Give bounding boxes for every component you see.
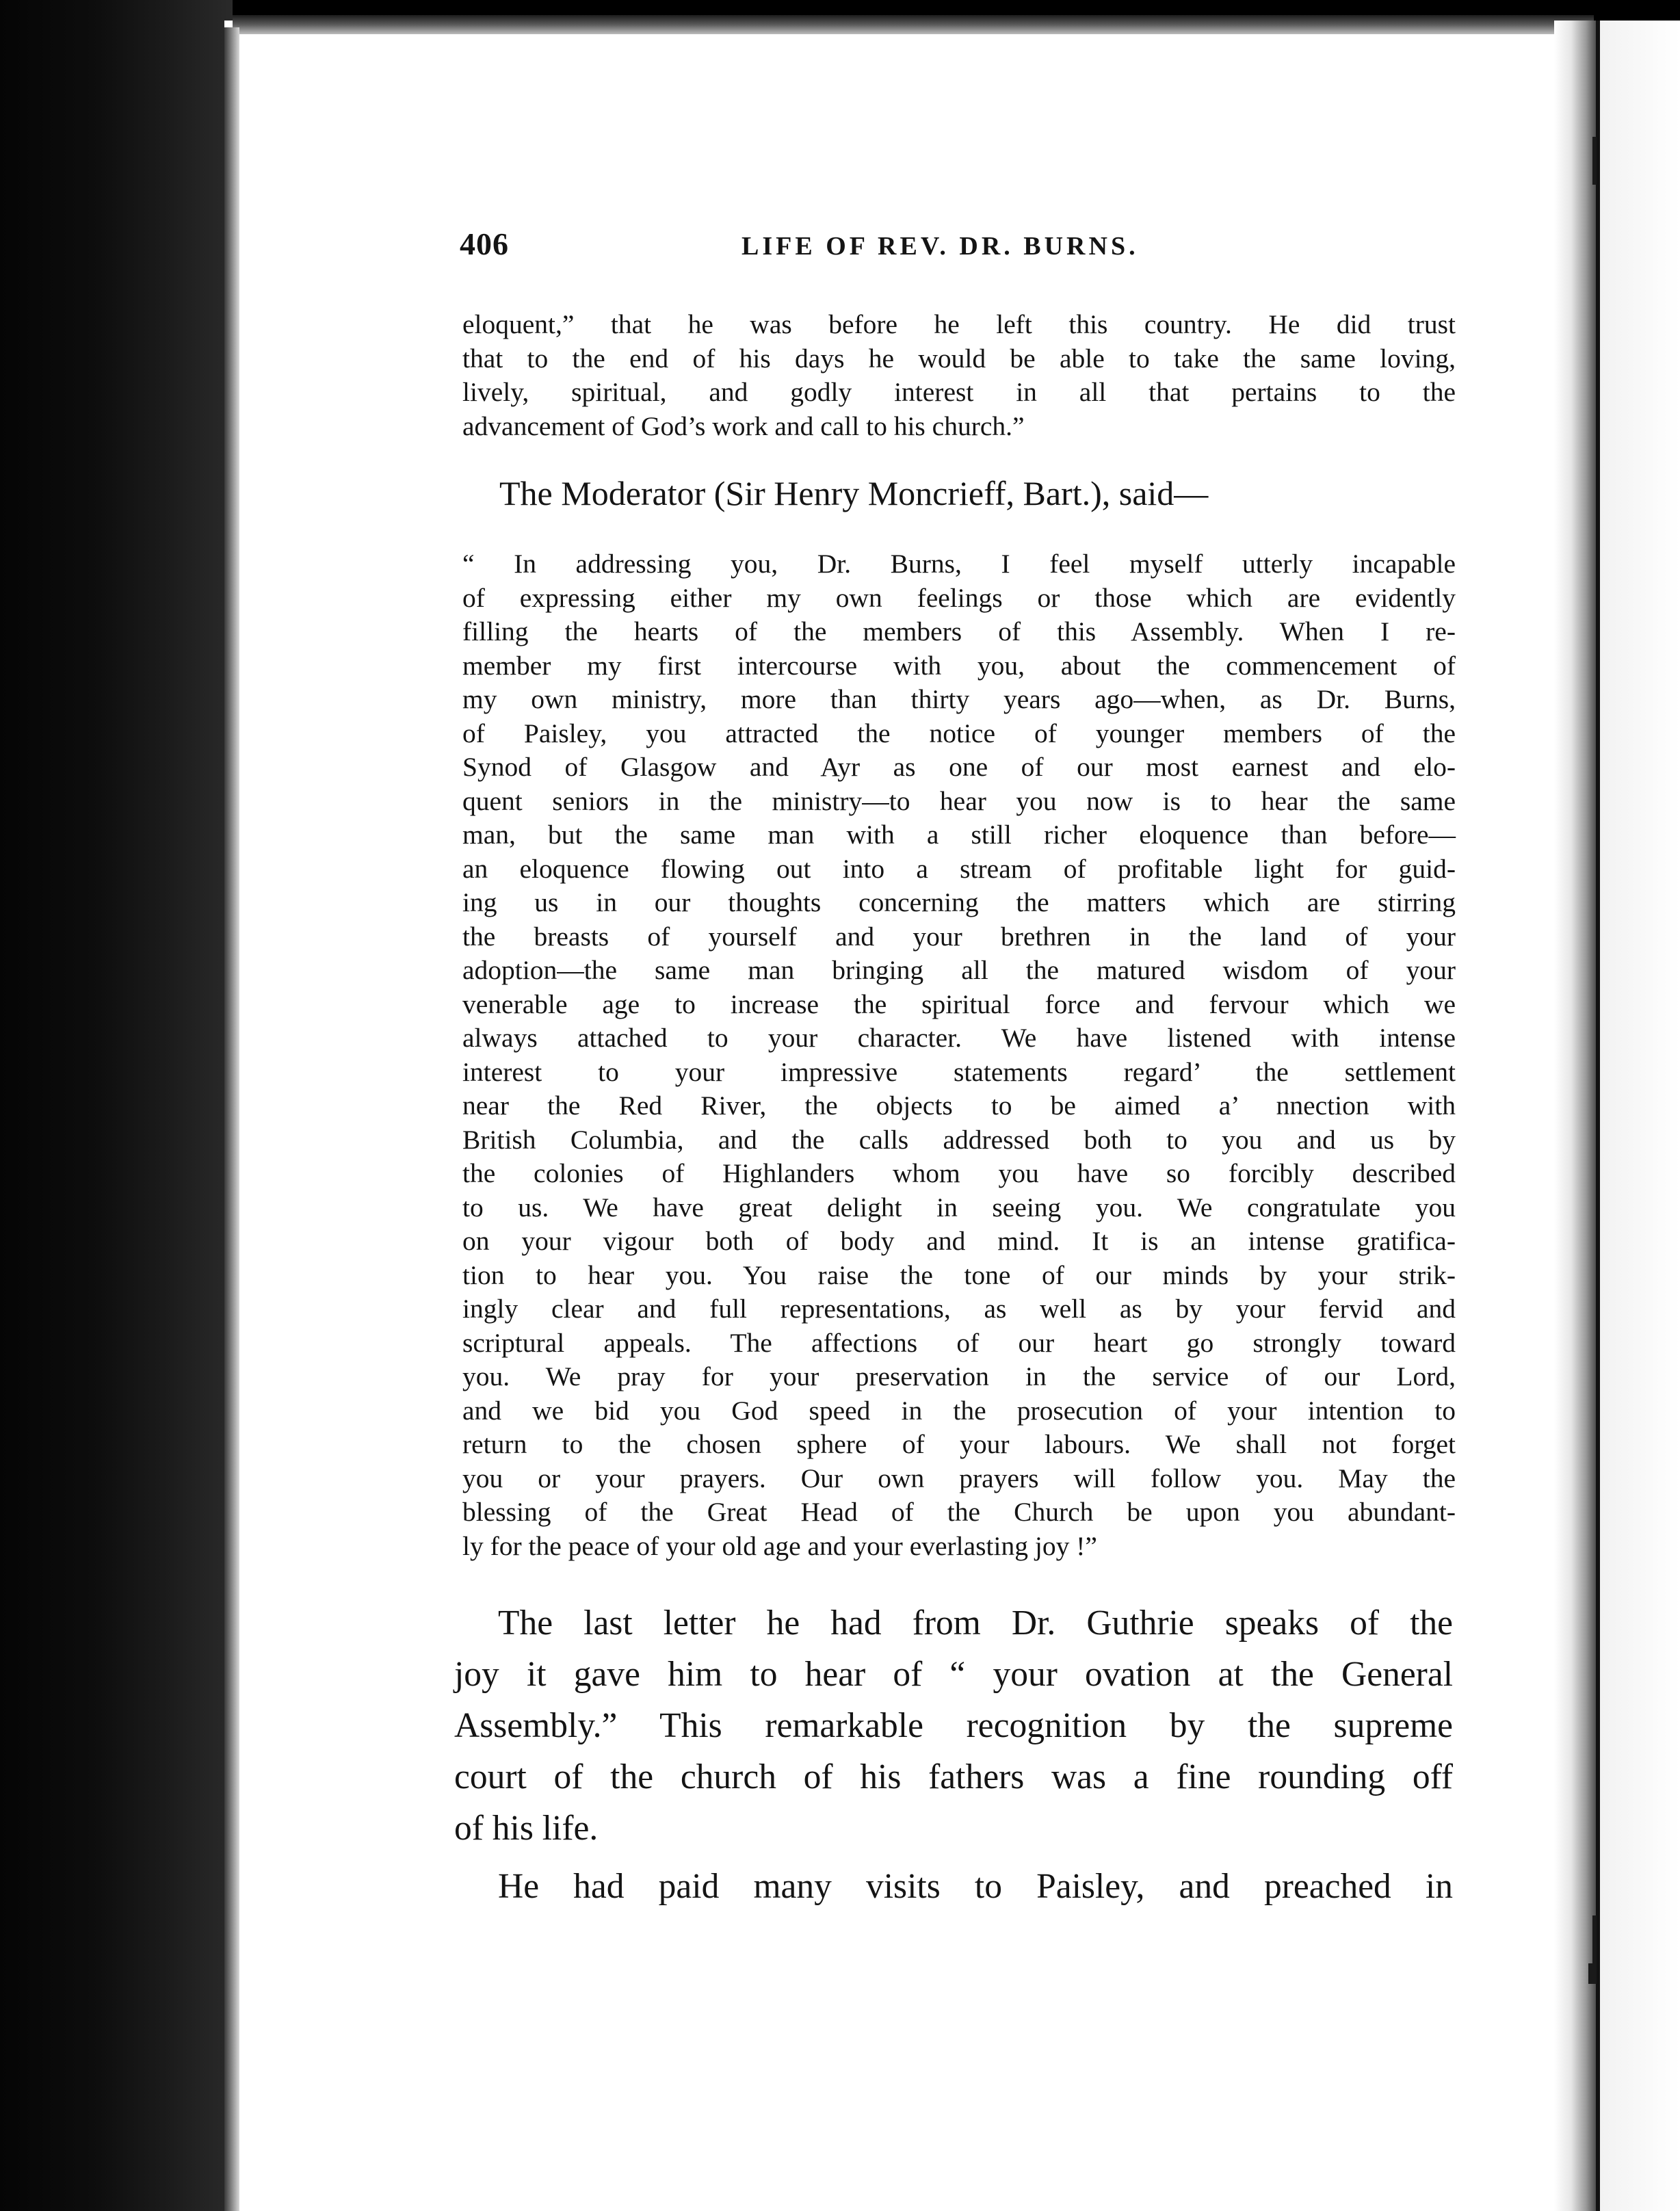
text-line: of expressing either my own feelings or those which are evidently: [462, 582, 1456, 613]
book-gutter: [1554, 21, 1597, 2211]
text-line: filling the hearts of the members of this Assembly. When I re-: [462, 616, 1456, 646]
scan-dark-margin: [0, 0, 233, 2211]
section-heading: The Moderator (Sir Henry Moncrieff, Bart.), said—: [499, 474, 1209, 512]
text-line: of his life.: [454, 1809, 599, 1848]
text-line: ing us in our thoughts concerning the matters which are stirring: [462, 887, 1456, 917]
text-line: venerable age to increase the spiritual force and fervour which we: [462, 989, 1456, 1019]
text-line: to us. We have great delight in seeing you. We congratulate you: [462, 1192, 1456, 1222]
text-line: joy it gave him to hear of “ your ovation at the General: [454, 1655, 1453, 1694]
moderator-speech: [462, 547, 1456, 1563]
text-line: interest to your impressive statements regard’ the settlement: [462, 1056, 1456, 1087]
text-line: The last letter he had from Dr. Guthrie speaks of the: [498, 1604, 1453, 1643]
gutter-mark: [1592, 137, 1597, 185]
narrative-paragraph: [454, 1597, 1453, 1854]
text-line: the colonies of Highlanders whom you have so forcibly described: [462, 1158, 1456, 1188]
text-line: that to the end of his days he would be able to take the same loving,: [462, 343, 1456, 374]
narrative-paragraph: [454, 1861, 1453, 1912]
text-line: return to the chosen sphere of your labours. We shall not forget: [462, 1429, 1456, 1459]
text-line: man, but the same man with a still richer eloquence than before—: [462, 820, 1456, 850]
text-line: always attached to your character. We have listened with intense: [462, 1023, 1456, 1053]
text-line: “ In addressing you, Dr. Burns, I feel myself utterly incapable: [462, 549, 1456, 579]
text-line: Synod of Glasgow and Ayr as one of our most earnest and elo-: [462, 752, 1456, 782]
running-header: [460, 226, 1458, 267]
text-line: He had paid many visits to Paisley, and preached in: [498, 1867, 1453, 1906]
text-line: you. We pray for your preservation in the service of our Lord,: [462, 1361, 1456, 1391]
text-line: court of the church of his fathers was a fine rounding off: [454, 1757, 1453, 1796]
text-line: blessing of the Great Head of the Church be upon you abundant-: [462, 1497, 1456, 1527]
text-line: member my first intercourse with you, about the commencement of: [462, 650, 1456, 681]
text-line: advancement of God’s work and call to his church.”: [462, 410, 1025, 441]
page-number: 406: [460, 226, 509, 261]
text-line: ingly clear and full representations, as well as by your fervid and: [462, 1294, 1456, 1324]
text-line: an eloquence flowing out into a stream of profitable light for guid-: [462, 853, 1456, 884]
page-top-edge: [233, 15, 1594, 34]
running-title: LIFE OF REV. DR. BURNS.: [741, 232, 1139, 261]
text-line: scriptural appeals. The affections of our heart go strongly toward: [462, 1327, 1456, 1358]
gutter-mark: [1588, 1963, 1597, 1984]
page-left-shadow: [224, 27, 239, 2211]
facing-page-edge: [1600, 21, 1680, 2211]
text-line: quent seniors in the ministry—to hear you now is to hear the same: [462, 785, 1456, 816]
continuation-paragraph: [462, 308, 1456, 443]
gutter-mark: [1592, 1915, 1597, 1970]
text-line: you or your prayers. Our own prayers will follow you. May the: [462, 1463, 1456, 1493]
text-line: ly for the peace of your old age and your everlasting joy !”: [462, 1530, 1097, 1561]
text-line: eloquent,” that he was before he left this country. He did trust: [462, 309, 1456, 339]
text-line: the breasts of yourself and your brethren in the land of your: [462, 921, 1456, 952]
text-line: British Columbia, and the calls addressed both to you and us by: [462, 1124, 1456, 1155]
text-line: lively, spiritual, and godly interest in all that pertains to the: [462, 377, 1456, 407]
text-line: tion to hear you. You raise the tone of our minds by your strik-: [462, 1259, 1456, 1290]
text-line: and we bid you God speed in the prosecution of your intention to: [462, 1395, 1456, 1426]
text-line: Assembly.” This remarkable recognition by the supreme: [454, 1706, 1453, 1745]
text-line: adoption—the same man bringing all the matured wisdom of your: [462, 955, 1456, 985]
text-line: near the Red River, the objects to be aimed a’ nnection with: [462, 1090, 1456, 1121]
text-line: on your vigour both of body and mind. It is an intense gratifica-: [462, 1226, 1456, 1256]
text-line: of Paisley, you attracted the notice of younger members of the: [462, 718, 1456, 748]
text-line: my own ministry, more than thirty years ago—when, as Dr. Burns,: [462, 684, 1456, 714]
